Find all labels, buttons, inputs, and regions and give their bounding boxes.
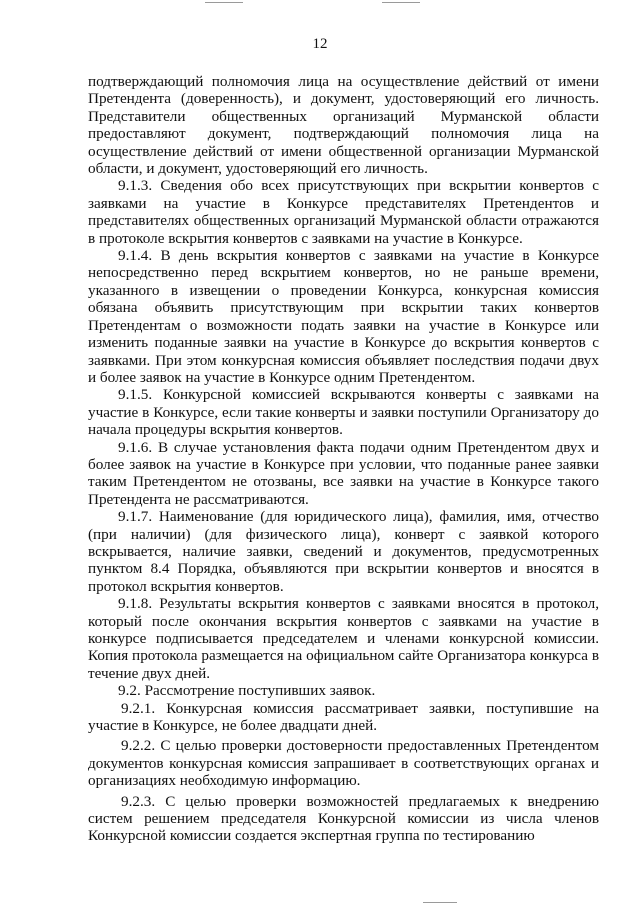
document-body <box>88 73 599 845</box>
paragraph-continuation: подтверждающий полномочия лица на осуществление действий от имени Претендента (доверенность), и документ, удостоверяющий его личность. Представители общественных организаций Мурманской области предоставляют документ, подтверждающий полномочия лица на осуществление действий от имени общественной организации Мурманской области, и документ, удостоверяющий его личность. <box>88 73 599 178</box>
page-number: 12 <box>312 36 328 52</box>
scan-edge-mark <box>423 902 457 903</box>
paragraph-9-2-2: 9.2.2. С целью проверки достоверности предоставленных Претендентом документов конкурсная комиссия запрашивает в соответствующих органах и организациях необходимую информацию. <box>88 737 599 790</box>
paragraph-9-1-8: 9.1.8. Результаты вскрытия конвертов с заявками вносятся в протокол, который после окончания вскрытия конвертов с заявками на участие в конкурсе подписывается председателем и членами конкурсной комиссии. Копия протокола размещается на официальном сайте Организатора конкурса в течение двух дней. <box>88 595 599 682</box>
paragraph-9-1-5: 9.1.5. Конкурсной комиссией вскрываются конверты с заявками на участие в Конкурсе, если такие конверты и заявки поступили Организатору до начала процедуры вскрытия конвертов. <box>88 386 599 439</box>
paragraph-9-1-7: 9.1.7. Наименование (для юридического лица), фамилия, имя, отчество (при наличии) (для физического лица), конверт с заявкой которого вскрывается, наличие заявки, сведений и документов, предусмотренных пунктом 8.4 Порядка, объявляются при вскрытии конвертов и вносятся в протокол вскрытия конвертов. <box>88 508 599 595</box>
section-heading-9-2: 9.2. Рассмотрение поступивших заявок. <box>118 682 376 700</box>
paragraph-9-2-1: 9.2.1. Конкурсная комиссия рассматривает заявки, поступившие на участие в Конкурсе, не более двадцати дней. <box>88 699 599 735</box>
paragraph-9-1-4: 9.1.4. В день вскрытия конвертов с заявками на участие в Конкурсе непосредственно перед вскрытием конвертов, но не раньше времени, указанного в извещении о проведении Конкурса, конкурсная комиссия обязана объявить присутствующим при вскрытии таких конвертов Претендентам о возможности подать заявки на участие в Конкурсе или изменить поданные заявки на участие в Конкурсе до вскрытия конвертов с заявками. При этом конкурсная комиссия объявляет последствия подачи двух и более заявок на участие в Конкурсе одним Претендентом. <box>88 247 599 386</box>
paragraph-9-1-3: 9.1.3. Сведения обо всех присутствующих при вскрытии конвертов с заявками на участие в Конкурсе представителях Претендентов и представителях общественных организаций Мурманской области отражаются в протоколе вскрытия конвертов с заявками на участие в Конкурсе. <box>88 177 599 247</box>
paragraph-9-1-6: 9.1.6. В случае установления факта подачи одним Претендентом двух и более заявок на участие в Конкурсе при условии, что поданные ранее заявки таким Претендентом не отозваны, все заявки на участие в Конкурсе такого Претендента не рассматриваются. <box>88 438 599 508</box>
paragraph-9-2-3: 9.2.3. С целью проверки возможностей предлагаемых к внедрению систем решением председателя Конкурсной комиссии из числа членов Конкурсной комиссии создается экспертная группа по тестированию <box>88 792 599 845</box>
scan-edge-mark <box>205 2 243 3</box>
scan-edge-mark <box>382 2 420 3</box>
